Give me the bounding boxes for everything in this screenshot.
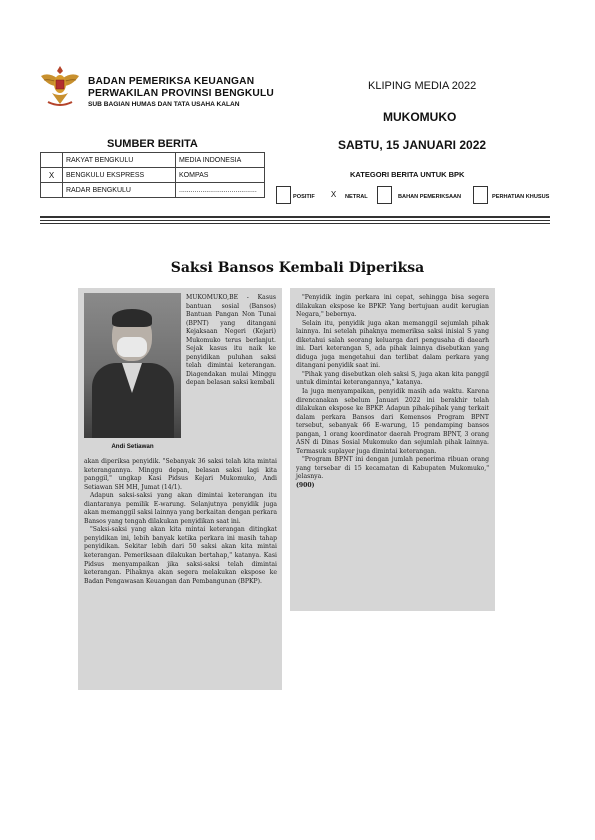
netral-checkbox: X xyxy=(326,186,341,204)
source-name: RADAR BENGKULU xyxy=(63,183,176,198)
bahan-label: BAHAN PEMERIKSAAN xyxy=(398,194,462,200)
perhatian-checkbox xyxy=(473,186,488,204)
divider xyxy=(40,216,550,218)
org-name-line3: SUB BAGIAN HUMAS DAN TATA USAHA KALAN xyxy=(88,101,240,108)
positif-checkbox xyxy=(276,186,291,204)
source-mark xyxy=(41,153,63,168)
positif-label: POSITIF xyxy=(293,194,315,200)
article-headline: Saksi Bansos Kembali Diperiksa xyxy=(170,260,425,276)
paragraph: Selain itu, penyidik juga akan memanggil sejumlah pihak lainnya. Ini setelah pihaknya memeriksa saksi inisial S yang diketahui salah seorang keluarga dari pengusaha di daearh ini. Dari keterangan S, ada pihak lainnya disebutkan yang diduga juga mengetahui dan terlibat dalam perkara yang ditangani penyidik saat ini. xyxy=(296,319,489,370)
perhatian-label: PERHATIAN KHUSUS xyxy=(492,194,550,200)
bahan-checkbox xyxy=(377,186,392,204)
article-column-left xyxy=(84,458,277,586)
photo-caption: Andi Setiawan xyxy=(111,443,154,450)
table-row xyxy=(41,153,265,168)
org-name-line1: BADAN PEMERIKSA KEUANGAN xyxy=(88,76,255,87)
article-column-right xyxy=(296,294,489,491)
region-title: MUKOMUKO xyxy=(383,110,457,124)
paragraph: akan diperiksa penyidik. "Sebanyak 36 saksi telah kita mintai keterangannya. Minggu depan, belasan saksi lagi kita panggil," ungkap Kasi Pidsus Kejari Mukomuko, Andi Setiawan SH MH, Jumat (14/1). xyxy=(84,458,277,491)
paragraph: "Penyidik ingin perkara ini cepat, sehingga bisa segera dilakukan ekspose ke BPKP. Yang bertujuan audit kerugian Negara," bebernya. xyxy=(296,294,489,319)
source-name: MEDIA INDONESIA xyxy=(176,153,265,168)
netral-label: NETRAL xyxy=(345,194,368,200)
article-column-side xyxy=(186,294,276,388)
paragraph: Adapun saksi-saksi yang akan dimintai keterangan itu diantaranya pemilik E-warung. Selanjutnya penyidik juga akan memanggil saksi lainnya yang berkaitan dengan perkara Bansos yang tengah dilakukan penyidikan saat ini. xyxy=(84,492,277,525)
source-name: ........................................ xyxy=(176,183,265,198)
paragraph: Ia juga menyampaikan, penyidik masih ada waktu. Karena direncanakan sebelum Januari 2022 ini berakhir telah dilakukan ekspose ke BPKP. Adapun pihak-pihak yang terkait dalam perkara Bansos dari Kemensos Program BPNT tersebut, sebanyak 66 E-warung, 15 pendamping bansos pangan, 1 orang koordinator daerah Program BPNT, 3 orang ASN di Dinas Sosial Mukomuko dan sejumlah pihak lainnya. Termasuk suplayer juga dimintai keterangan. xyxy=(296,388,489,455)
person-photo xyxy=(84,293,181,438)
table-row xyxy=(41,183,265,198)
source-name: KOMPAS xyxy=(176,168,265,183)
source-name: BENGKULU EKSPRESS xyxy=(63,168,176,183)
garuda-logo-icon xyxy=(38,62,82,110)
sumber-berita-title: SUMBER BERITA xyxy=(107,138,198,150)
divider xyxy=(40,223,550,224)
source-mark: X xyxy=(41,168,63,183)
source-mark xyxy=(41,183,63,198)
kliping-title: KLIPING MEDIA 2022 xyxy=(368,80,477,92)
date-title: SABTU, 15 JANUARI 2022 xyxy=(338,138,487,152)
paragraph: "Saksi-saksi yang akan kita mintai keterangan ditingkat penyidikan ini, lebih banyak ketika perkara ini masih tahap penyidikan. Sekitar lebih dari 50 saksi akan kita mintai keterangan. Pemeriksaan dilakukan bertahap," katanya. Kasi Pidsus menyampaikan jika saksi-saksi telah dimintai keterangan. Pihaknya akan segera melakukan ekspose ke Badan Pengawasan Keuangan dan Pembangunan (BPKP). xyxy=(84,526,277,585)
table-row xyxy=(41,168,265,183)
paragraph: "Program BPNT ini dengan jumlah penerima ribuan orang yang tersebar di 15 kecamatan di Kabupaten Mukomuko," jelasnya. xyxy=(296,456,489,481)
paragraph: MUKOMUKO,BE - Kasus bantuan sosial (Bansos) Bantuan Pangan Non Tunai (BPNT) yang ditangani Kejaksaan Negeri (Kejari) Mukomuko terus berlanjut. Sejak kasus itu naik ke penyidikan puluhan saksi telah dimintai keterangan. Diagendakan mulai Minggu depan belasan saksi kembali xyxy=(186,294,276,387)
paragraph: "Pihak yang disebutkan oleh saksi S, juga akan kita panggil untuk dimintai keterangannya," katanya. xyxy=(296,370,489,387)
org-name-line2: PERWAKILAN PROVINSI BENGKULU xyxy=(88,88,274,99)
sumber-berita-table xyxy=(40,152,265,198)
divider xyxy=(40,220,550,221)
paragraph: (900) xyxy=(296,482,315,490)
source-name: RAKYAT BENGKULU xyxy=(63,153,176,168)
kategori-title: KATEGORI BERITA UNTUK BPK xyxy=(350,170,465,179)
